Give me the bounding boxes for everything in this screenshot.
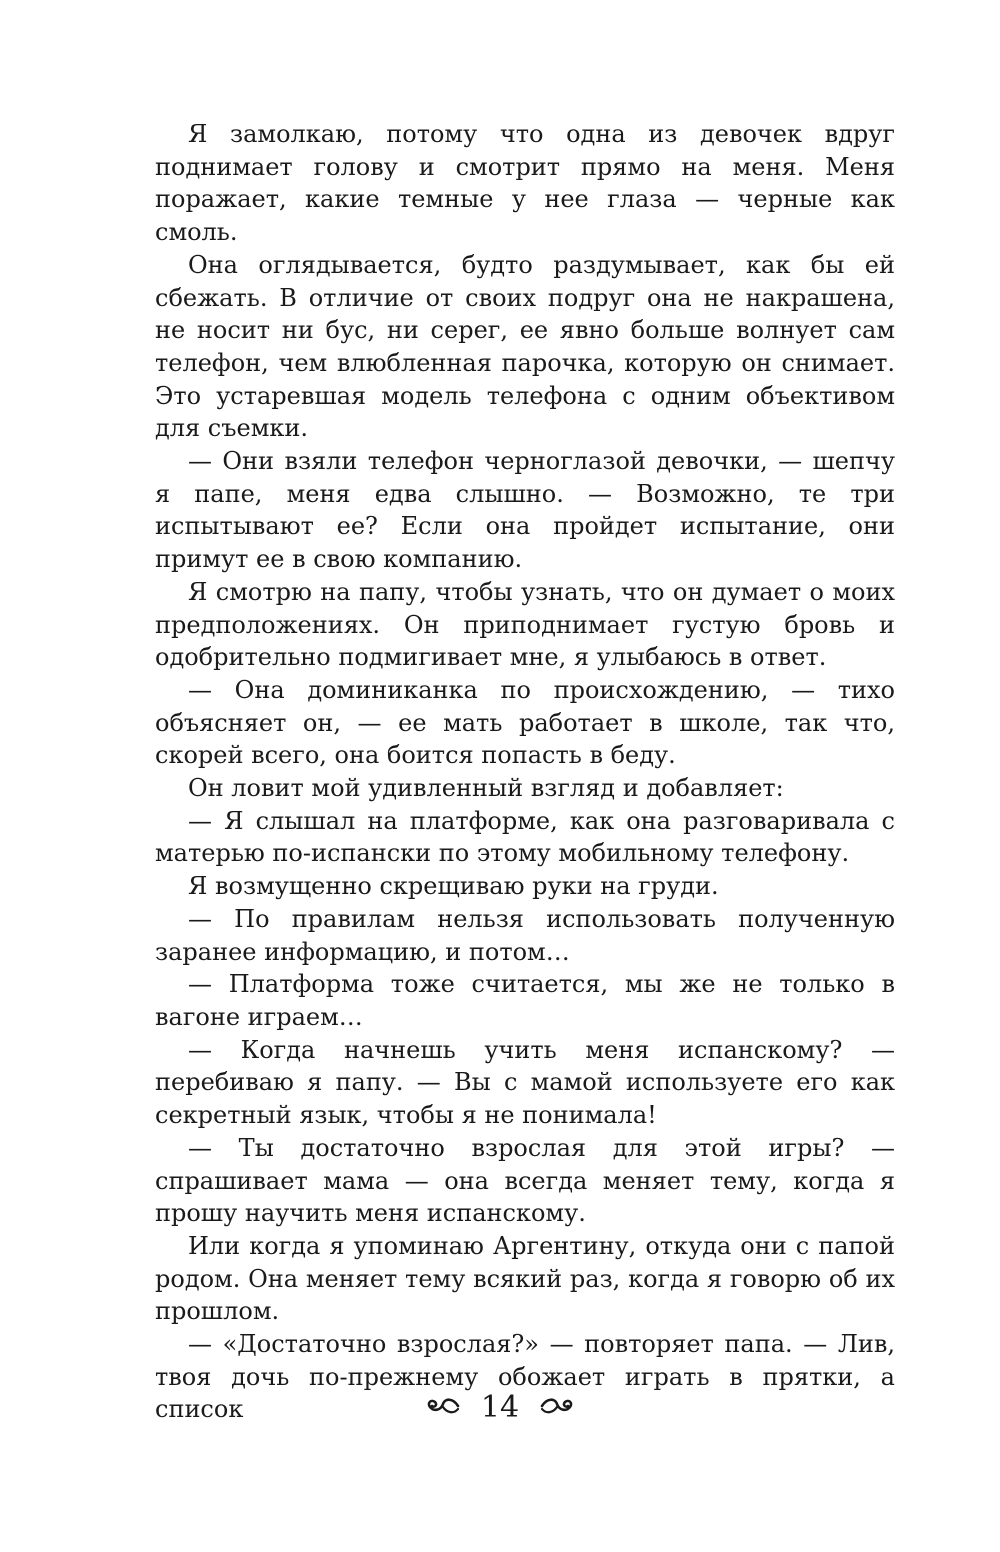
paragraph-3: — Они взяли телефон черноглазой девочки, — шепчу я папе, меня едва слышно. — Возможно, те три испытывают ее? Если она пройдет испытание, они примут ее в свою компанию.	[155, 447, 895, 574]
paragraph-13: Или когда я упоминаю Аргентину, откуда они с папой родом. Она меняет тему всякий раз, когда я говорю об их прошлом.	[155, 1231, 895, 1326]
paragraph-10: — Платформа тоже считается, мы же не только в вагоне играем…	[155, 970, 895, 1031]
paragraph-6: Он ловит мой удивленный взгляд и добавляет:	[188, 774, 784, 803]
paragraph-4: Я смотрю на папу, чтобы узнать, что он думает о моих предположениях. Он приподнимает густую бровь и одобрительно подмигивает мне, я улыбаюсь в ответ.	[155, 577, 895, 672]
paragraph-11: — Когда начнешь учить меня испанскому? — перебиваю я папу. — Вы с мамой используете его как секретный язык, чтобы я не понимала!	[155, 1035, 895, 1130]
right-scroll-ornament-icon	[539, 1388, 575, 1428]
paragraph-7: — Я слышал на платформе, как она разговаривала с матерью по-испански по этому мобильному телефону.	[155, 806, 895, 868]
left-scroll-ornament-icon	[425, 1388, 461, 1428]
page-body	[155, 118, 895, 1426]
paragraph-8: Я возмущенно скрещиваю руки на груди.	[188, 872, 719, 901]
paragraph-12: — Ты достаточно взрослая для этой игры? — спрашивает мама — она всегда меняет тему, когда я прошу научить меня испанскому.	[155, 1133, 895, 1228]
paragraph-2: Она оглядывается, будто раздумывает, как бы ей сбежать. В отличие от своих подруг она не накрашена, не носит ни бус, ни серег, ее явно больше волнует сам телефон, чем влюбленная парочка, которую он снимает. Это устаревшая модель телефона с одним объективом для съемки.	[155, 250, 895, 443]
page-footer	[0, 1387, 1000, 1428]
paragraph-1: Я замолкаю, потому что одна из девочек вдруг поднимает голову и смотрит прямо на меня. Меня поражает, какие темные у нее глаза — черные как смоль.	[155, 120, 895, 247]
page-number: 14	[480, 1390, 520, 1425]
paragraph-9: — По правилам нельзя использовать полученную заранее информацию, и потом…	[155, 904, 895, 966]
paragraph-14: — «Достаточно взрослая?» — повторяет папа. — Лив, твоя дочь по-прежнему обожает играть в прятки, а список	[155, 1330, 895, 1424]
paragraph-5: — Она доминиканка по происхождению, — тихо объясняет он, — ее мать работает в школе, так что, скорей всего, она боится попасть в беду.	[155, 675, 895, 770]
